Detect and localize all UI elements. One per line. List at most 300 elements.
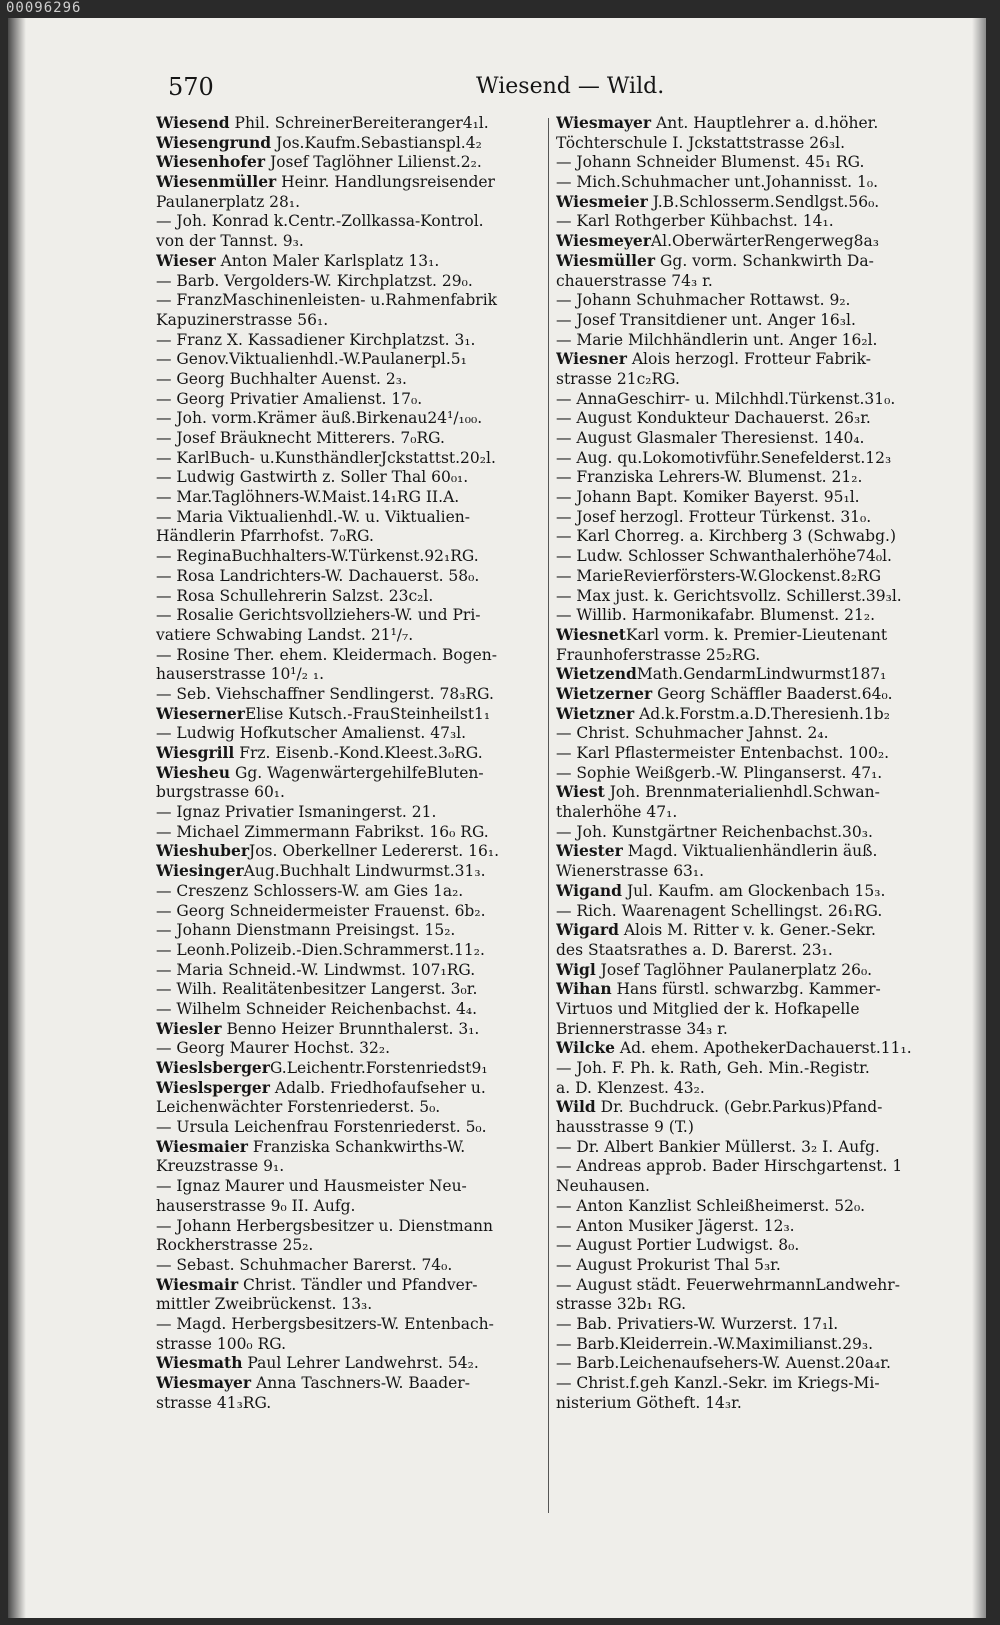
directory-entry-line bbox=[556, 1255, 932, 1275]
directory-entry-line bbox=[156, 211, 532, 231]
entry-text: — Christ.f.geh Kanzl.-Sekr. im Kriegs-Mi- bbox=[556, 1374, 880, 1392]
directory-entry-line bbox=[156, 645, 532, 665]
entry-text: — Aug. qu.Lokomotivführ.Senefelderst.12₃ bbox=[556, 448, 892, 467]
entry-text: Neuhausen. bbox=[556, 1177, 650, 1196]
entry-surname: Wiesmair bbox=[156, 1274, 239, 1294]
entry-text: Math.GendarmLindwurmst187₁ bbox=[636, 665, 887, 684]
running-head: Wiesend — Wild. bbox=[476, 74, 665, 99]
entry-text: Alois M. Ritter v. k. Gener.-Sekr. bbox=[618, 921, 876, 940]
entry-text: — Mar.Taglöhners-W.Maist.14₁RG II.A. bbox=[156, 488, 460, 507]
entry-text: chauerstrasse 74₃ r. bbox=[556, 271, 713, 290]
entry-surname: Wiesgrill bbox=[156, 743, 235, 762]
directory-entry-line bbox=[556, 940, 932, 960]
entry-text: Anna Taschners-W. Baader- bbox=[251, 1374, 470, 1392]
directory-entry-line bbox=[156, 251, 532, 271]
entry-text: Dr. Buchdruck. (Gebr.Parkus)Pfand- bbox=[595, 1098, 883, 1117]
directory-entry-line bbox=[156, 999, 532, 1019]
left-column bbox=[156, 113, 532, 1412]
entry-text: Kapuzinerstrasse 56₁. bbox=[156, 310, 329, 329]
directory-entry-line bbox=[156, 940, 532, 960]
directory-entry-line bbox=[556, 763, 932, 783]
directory-entry-line bbox=[556, 448, 932, 468]
entry-surname: Wiesmath bbox=[156, 1353, 243, 1373]
entry-text: Ad.k.Forstm.a.D.Theresienh.1b₂ bbox=[634, 704, 890, 723]
directory-entry-line bbox=[556, 1038, 932, 1058]
directory-entry-line bbox=[156, 467, 532, 487]
entry-surname: Wiesmaier bbox=[156, 1136, 248, 1156]
entry-text: mittler Zweibrückenst. 13₃. bbox=[156, 1295, 373, 1314]
entry-text: Josef Taglöhner Paulanerplatz 26₀. bbox=[595, 960, 873, 979]
directory-entry-line bbox=[156, 920, 532, 940]
entry-surname: Wiesengrund bbox=[156, 132, 272, 152]
directory-entry-line bbox=[556, 428, 932, 448]
directory-entry-line bbox=[156, 526, 532, 546]
directory-entry-line bbox=[156, 389, 532, 409]
directory-entry-line bbox=[156, 1137, 532, 1157]
directory-entry-line bbox=[156, 625, 532, 645]
entry-text: Leichenwächter Forstenriederst. 5₀. bbox=[156, 1098, 441, 1117]
entry-text: — Ursula Leichenfrau Forstenriederst. 5₀. bbox=[156, 1118, 487, 1137]
entry-text: Wienerstrasse 63₁. bbox=[556, 862, 705, 881]
directory-entry-line bbox=[556, 1117, 932, 1137]
directory-entry-line bbox=[156, 704, 532, 724]
directory-entry-line bbox=[156, 408, 532, 428]
entry-text: — Johann Herbergsbesitzer u. Dienstmann bbox=[156, 1216, 493, 1235]
entry-text: — Marie Milchhändlerin unt. Anger 16₂l. bbox=[556, 330, 878, 349]
entry-text: Christ. Tändler und Pfandver- bbox=[238, 1275, 478, 1294]
entry-text: — Barb.Leichenaufsehers-W. Auenst.20a₄r. bbox=[556, 1354, 891, 1373]
directory-entry-line bbox=[556, 861, 932, 881]
entry-surname: Wiesler bbox=[156, 1018, 222, 1038]
entry-text: — August städt. FeuerwehrmannLandwehr- bbox=[556, 1275, 900, 1294]
entry-surname: Wietzerner bbox=[556, 683, 653, 703]
directory-entry-line bbox=[156, 1393, 532, 1413]
entry-surname: Wieser bbox=[156, 250, 216, 270]
directory-entry-line bbox=[156, 684, 532, 704]
entry-surname: Wiesenmüller bbox=[156, 172, 277, 192]
page-right-edge bbox=[972, 18, 986, 1618]
entry-text: — Magd. Herbergsbesitzers-W. Entenbach- bbox=[156, 1314, 494, 1333]
entry-text: Josef Taglöhner Lilienst.2₂. bbox=[265, 153, 482, 172]
directory-entry-line bbox=[556, 467, 932, 487]
entry-text: — Joh. Kunstgärtner Reichenbachst.30₃. bbox=[556, 822, 873, 841]
entry-text: Benno Heizer Brunnthalerst. 3₁. bbox=[221, 1019, 480, 1038]
directory-entry-line bbox=[156, 763, 532, 783]
directory-entry-line bbox=[556, 1373, 932, 1393]
directory-entry-line bbox=[556, 310, 932, 330]
directory-entry-line bbox=[156, 290, 532, 310]
page-number: 570 bbox=[168, 73, 214, 101]
entry-text: Heinr. Handlungsreisender bbox=[276, 173, 495, 192]
entry-text: — Wilh. Realitätenbesitzer Langerst. 3₀r. bbox=[156, 980, 478, 999]
directory-entry-line bbox=[156, 152, 532, 172]
directory-entry-line bbox=[556, 782, 932, 802]
directory-entry-line bbox=[156, 586, 532, 606]
entry-text: — FranzMaschinenleisten- u.Rahmenfabrik bbox=[156, 291, 498, 310]
entry-text: — Franz X. Kassadiener Kirchplatzst. 3₁. bbox=[156, 330, 476, 349]
entry-text: — Georg Schneidermeister Frauenst. 6b₂. bbox=[156, 901, 486, 920]
scan-id: 00096296 bbox=[6, 0, 82, 16]
entry-text: — August Prokurist Thal 5₃r. bbox=[556, 1255, 781, 1274]
entry-text: — Karl Chorreg. a. Kirchberg 3 (Schwabg.) bbox=[556, 527, 896, 546]
directory-entry-line bbox=[156, 1255, 532, 1275]
entry-text: hauserstrasse 9₀ II. Aufg. bbox=[156, 1196, 356, 1215]
directory-entry-line bbox=[556, 625, 932, 645]
entry-text: — Max just. k. Gerichtsvollz. Schillerst.39₃l. bbox=[556, 586, 902, 605]
directory-entry-line bbox=[556, 133, 932, 153]
entry-text: — Andreas approb. Bader Hirschgartenst. 1 bbox=[556, 1157, 903, 1176]
directory-entry-line bbox=[156, 1373, 532, 1393]
entry-text: — Bab. Privatiers-W. Wurzerst. 17₁l. bbox=[556, 1314, 839, 1333]
entry-text: Georg Schäffler Baaderst.64₀. bbox=[652, 684, 893, 703]
directory-entry-line bbox=[556, 822, 932, 842]
entry-text: Phil. SchreinerBereiteranger4₁l. bbox=[229, 114, 489, 132]
entry-text: Hans fürstl. schwarzbg. Kammer- bbox=[611, 980, 881, 999]
directory-entry-line bbox=[156, 605, 532, 625]
directory-entry-line bbox=[556, 1058, 932, 1078]
entry-text: Adalb. Friedhofaufseher u. bbox=[269, 1078, 486, 1097]
entry-surname: Wiesenhofer bbox=[156, 152, 266, 172]
directory-entry-line bbox=[156, 507, 532, 527]
entry-text: Kreuzstrasse 9₁. bbox=[156, 1157, 285, 1176]
entry-text: Al.OberwärterRengerweg8a₃ bbox=[650, 232, 879, 251]
directory-entry-line bbox=[556, 1216, 932, 1236]
directory-entry-line bbox=[156, 231, 532, 251]
directory-entry-line bbox=[556, 960, 932, 980]
directory-entry-line bbox=[156, 330, 532, 350]
directory-entry-line bbox=[156, 428, 532, 448]
entry-text: — AnnaGeschirr- u. Milchhdl.Türkenst.31₀. bbox=[556, 389, 896, 408]
entry-surname: Wiesmayer bbox=[556, 113, 652, 132]
directory-entry-line bbox=[156, 546, 532, 566]
directory-entry-line bbox=[556, 743, 932, 763]
directory-entry-line bbox=[556, 408, 932, 428]
entry-text: G.Leichentr.Forstenriedst9₁ bbox=[269, 1059, 488, 1077]
entry-text: — Josef Bräuknecht Mitterers. 7₀RG. bbox=[156, 429, 445, 447]
directory-entry-line bbox=[156, 566, 532, 586]
directory-entry-line bbox=[156, 192, 532, 212]
entry-text: Paul Lehrer Landwehrst. 54₂. bbox=[242, 1354, 479, 1373]
entry-surname: Wigl bbox=[556, 959, 596, 979]
entry-text: — Anton Kanzlist Schleißheimerst. 52₀. bbox=[556, 1196, 866, 1215]
entry-text: — Maria Viktualienhdl.-W. u. Viktualien- bbox=[156, 507, 470, 526]
directory-entry-line bbox=[556, 231, 932, 251]
entry-text: Karl vorm. k. Premier-Lieutenant bbox=[625, 625, 888, 644]
directory-entry-line bbox=[156, 1117, 532, 1137]
directory-entry-line bbox=[156, 1058, 532, 1078]
entry-text: — Dr. Albert Bankier Müllerst. 3₂ I. Aufg. bbox=[556, 1137, 880, 1156]
entry-text: hauserstrasse 10¹/₂ ₁. bbox=[156, 665, 325, 684]
entry-text: J.B.Schlosserm.Sendlgst.56₀. bbox=[647, 192, 880, 211]
directory-entry-line bbox=[556, 211, 932, 231]
entry-text: — Josef Transitdiener unt. Anger 16₃l. bbox=[556, 310, 856, 329]
directory-entry-line bbox=[556, 113, 932, 133]
directory-entry-line bbox=[556, 1176, 932, 1196]
directory-entry-line bbox=[156, 723, 532, 743]
entry-surname: Wiesner bbox=[556, 349, 627, 369]
directory-entry-line bbox=[556, 664, 932, 684]
entry-text: — Wilhelm Schneider Reichenbachst. 4₄. bbox=[156, 999, 478, 1018]
entry-text: Magd. Viktualienhändlerin äuß. bbox=[622, 842, 878, 861]
directory-entry-line bbox=[556, 546, 932, 566]
directory-entry-line bbox=[556, 526, 932, 546]
entry-text: — Sebast. Schuhmacher Barerst. 74₀. bbox=[156, 1255, 453, 1274]
directory-entry-line bbox=[556, 1275, 932, 1295]
entry-text: — MarieRevierförsters-W.Glockenst.8₂RG bbox=[556, 566, 882, 585]
entry-text: — Barb.Kleiderrein.-W.Maximilianst.29₃. bbox=[556, 1334, 874, 1353]
directory-entry-line bbox=[156, 1235, 532, 1255]
directory-entry-line bbox=[156, 1019, 532, 1039]
directory-entry-line bbox=[556, 1314, 932, 1334]
entry-surname: Wigand bbox=[556, 880, 623, 900]
entry-text: Töchterschule I. Jckstattstrasse 26₃l. bbox=[556, 133, 846, 152]
entry-surname: Wietzner bbox=[556, 703, 635, 723]
entry-text: — Leonh.Polizeib.-Dien.Schrammerst.11₂. bbox=[156, 940, 485, 959]
directory-entry-line bbox=[556, 330, 932, 350]
entry-text: — August Glasmaler Theresienst. 140₄. bbox=[556, 429, 865, 447]
entry-text: — Mich.Schuhmacher unt.Johannisst. 1₀. bbox=[556, 173, 879, 192]
directory-entry-line bbox=[156, 743, 532, 763]
entry-text: Frz. Eisenb.-Kond.Kleest.3₀RG. bbox=[234, 744, 483, 762]
directory-entry-line bbox=[156, 901, 532, 921]
entry-text: Aug.Buchhalt Lindwurmst.31₃. bbox=[243, 862, 486, 881]
entry-surname: Wihan bbox=[556, 979, 612, 999]
entry-text: — Rosine Ther. ehem. Kleidermach. Bogen- bbox=[156, 645, 498, 664]
directory-entry-line bbox=[156, 1353, 532, 1373]
directory-entry-line bbox=[556, 841, 932, 861]
entry-text: — Joh. F. Ph. k. Rath, Geh. Min.-Registr. bbox=[556, 1059, 870, 1077]
directory-entry-line bbox=[156, 782, 532, 802]
directory-entry-line bbox=[156, 861, 532, 881]
directory-entry-line bbox=[156, 1097, 532, 1117]
entry-text: Händlerin Pfarrhofst. 7₀RG. bbox=[156, 527, 374, 546]
entry-surname: Wieshuber bbox=[156, 841, 250, 861]
entry-text: — Johann Schneider Blumenst. 45₁ RG. bbox=[556, 153, 865, 172]
entry-text: — Seb. Viehschaffner Sendlingerst. 78₃RG. bbox=[156, 684, 494, 703]
entry-surname: Wiesmeyer bbox=[556, 231, 651, 251]
directory-entry-line bbox=[556, 507, 932, 527]
entry-surname: Wieserner bbox=[156, 703, 245, 723]
directory-entry-line bbox=[556, 586, 932, 606]
entry-surname: Wietzend bbox=[556, 664, 637, 684]
directory-entry-line bbox=[156, 822, 532, 842]
directory-entry-line bbox=[156, 1078, 532, 1098]
directory-entry-line bbox=[556, 192, 932, 212]
entry-text: — Willib. Harmonikafabr. Blumenst. 21₂. bbox=[556, 606, 876, 625]
entry-text: hausstrasse 9 (T.) bbox=[556, 1118, 694, 1137]
directory-entry-line bbox=[156, 1196, 532, 1216]
entry-text: Alois herzogl. Frotteur Fabrik- bbox=[626, 350, 872, 369]
directory-entry-line bbox=[556, 152, 932, 172]
entry-text: — Karl Rothgerber Kühbachst. 14₁. bbox=[556, 212, 834, 231]
entry-text: Ad. ehem. ApothekerDachauerst.11₁. bbox=[614, 1039, 912, 1058]
directory-entry-line bbox=[556, 1078, 932, 1098]
directory-entry-line bbox=[556, 979, 932, 999]
entry-text: — Joh. Konrad k.Centr.-Zollkassa-Kontrol. bbox=[156, 212, 484, 231]
entry-text: Jos.Kaufm.Sebastianspl.4₂ bbox=[271, 133, 482, 152]
entry-text: — Maria Schneid.-W. Lindwmst. 107₁RG. bbox=[156, 960, 476, 979]
entry-text: vatiere Schwabing Landst. 21¹/₇. bbox=[156, 625, 414, 644]
directory-entry-line bbox=[556, 389, 932, 409]
entry-surname: Wieslsperger bbox=[156, 1077, 270, 1097]
entry-text: thalerhöhe 47₁. bbox=[556, 803, 678, 822]
directory-entry-line bbox=[556, 645, 932, 665]
entry-text: Gg. vorm. Schankwirth Da- bbox=[655, 251, 874, 270]
entry-text: — Georg Privatier Amalienst. 17₀. bbox=[156, 389, 423, 408]
entry-text: — Michael Zimmermann Fabrikst. 16₀ RG. bbox=[156, 822, 489, 841]
directory-entry-line bbox=[156, 1314, 532, 1334]
entry-text: strasse 21c₂RG. bbox=[556, 369, 680, 388]
directory-entry-line bbox=[556, 1353, 932, 1373]
directory-entry-line bbox=[556, 704, 932, 724]
entry-text: — Karl Pflastermeister Entenbachst. 100₂. bbox=[556, 744, 890, 762]
directory-entry-line bbox=[556, 901, 932, 921]
entry-surname: Wiesmayer bbox=[156, 1373, 252, 1392]
directory-entry-line bbox=[156, 271, 532, 291]
directory-entry-line bbox=[156, 113, 532, 133]
entry-text: Jos. Oberkellner Ledererst. 16₁. bbox=[249, 842, 500, 861]
directory-entry-line bbox=[156, 979, 532, 999]
entry-text: — ReginaBuchhalters-W.Türkenst.92₁RG. bbox=[156, 547, 479, 566]
entry-text: — Sophie Weißgerb.-W. Plinganserst. 47₁. bbox=[556, 763, 883, 782]
directory-entry-line bbox=[156, 1176, 532, 1196]
directory-entry-line bbox=[556, 1019, 932, 1039]
entry-text: a. D. Klenzest. 43₂. bbox=[556, 1078, 705, 1097]
entry-text: — Josef herzogl. Frotteur Türkenst. 31₀. bbox=[556, 507, 872, 526]
entry-surname: Wiesnet bbox=[556, 624, 626, 644]
entry-text: strasse 100₀ RG. bbox=[156, 1334, 286, 1353]
directory-entry-line bbox=[556, 251, 932, 271]
directory-entry-line bbox=[556, 290, 932, 310]
directory-entry-line bbox=[156, 1275, 532, 1295]
directory-entry-line bbox=[156, 1216, 532, 1236]
directory-page bbox=[8, 18, 986, 1618]
entry-text: — Rosalie Gerichtsvollziehers-W. und Pri- bbox=[156, 606, 481, 625]
directory-entry-line bbox=[156, 1294, 532, 1314]
entry-text: — Georg Maurer Hochst. 32₂. bbox=[156, 1039, 390, 1058]
entry-text: Jul. Kaufm. am Glockenbach 15₃. bbox=[622, 881, 886, 900]
directory-entry-line bbox=[556, 1235, 932, 1255]
entry-surname: Wiesinger bbox=[156, 861, 244, 881]
directory-entry-line bbox=[556, 1334, 932, 1354]
directory-entry-line bbox=[156, 349, 532, 369]
directory-entry-line bbox=[556, 684, 932, 704]
right-column bbox=[556, 113, 932, 1412]
directory-entry-line bbox=[556, 920, 932, 940]
entry-text: strasse 41₃RG. bbox=[156, 1393, 272, 1412]
entry-text: Elise Kutsch.-FrauSteinheilst1₁ bbox=[244, 704, 491, 723]
entry-text: — Johann Bapt. Komiker Bayerst. 95₁l. bbox=[556, 488, 860, 507]
directory-entry-line bbox=[156, 1156, 532, 1176]
entry-text: Virtuos und Mitglied der k. Hofkapelle bbox=[556, 999, 860, 1018]
directory-entry-line bbox=[556, 1097, 932, 1117]
entry-surname: Wigard bbox=[556, 920, 619, 940]
entry-text: Ant. Hauptlehrer a. d.höher. bbox=[651, 114, 879, 132]
entry-text: — Christ. Schuhmacher Jahnst. 2₄. bbox=[556, 724, 829, 743]
entry-text: strasse 32b₁ RG. bbox=[556, 1295, 687, 1314]
entry-text: — Creszenz Schlossers-W. am Gies 1a₂. bbox=[156, 881, 464, 900]
entry-text: burgstrasse 60₁. bbox=[156, 783, 285, 802]
directory-entry-line bbox=[556, 999, 932, 1019]
directory-entry-line bbox=[156, 1334, 532, 1354]
entry-surname: Wiester bbox=[556, 841, 623, 861]
entry-text: Fraunhoferstrasse 25₂RG. bbox=[556, 645, 761, 664]
directory-entry-line bbox=[556, 881, 932, 901]
directory-entry-line bbox=[156, 487, 532, 507]
entry-text: — Barb. Vergolders-W. Kirchplatzst. 29₀. bbox=[156, 271, 473, 290]
page-edge-shadow bbox=[8, 18, 26, 1618]
entry-text: — August Kondukteur Dachauerst. 26₃r. bbox=[556, 409, 871, 428]
entry-surname: Wiest bbox=[556, 782, 605, 802]
directory-entry-line bbox=[156, 133, 532, 153]
directory-entry-line bbox=[556, 271, 932, 291]
entry-text: des Staatsrathes a. D. Barerst. 23₁. bbox=[556, 940, 833, 959]
entry-text: Franziska Schankwirths-W. bbox=[247, 1137, 466, 1156]
directory-entry-line bbox=[556, 1137, 932, 1157]
directory-entry-line bbox=[556, 566, 932, 586]
entry-surname: Wild bbox=[556, 1097, 596, 1117]
directory-entry-line bbox=[556, 605, 932, 625]
entry-surname: Wiesend bbox=[156, 113, 230, 132]
entry-text: Anton Maler Karlsplatz 13₁. bbox=[215, 251, 440, 270]
entry-text: Rockherstrasse 25₂. bbox=[156, 1236, 314, 1255]
entry-text: — Ignaz Maurer und Hausmeister Neu- bbox=[156, 1177, 467, 1196]
directory-entry-line bbox=[556, 1196, 932, 1216]
entry-text: Briennerstrasse 34₃ r. bbox=[556, 1019, 728, 1038]
directory-entry-line bbox=[556, 172, 932, 192]
entry-text: Paulanerplatz 28₁. bbox=[156, 192, 301, 211]
directory-entry-line bbox=[556, 349, 932, 369]
directory-entry-line bbox=[156, 881, 532, 901]
directory-entry-line bbox=[156, 802, 532, 822]
directory-entry-line bbox=[156, 310, 532, 330]
entry-text: — Rich. Waarenagent Schellingst. 26₁RG. bbox=[556, 901, 883, 920]
entry-text: — Franziska Lehrers-W. Blumenst. 21₂. bbox=[556, 468, 863, 487]
entry-text: — Rosa Schullehrerin Salzst. 23c₂l. bbox=[156, 586, 434, 605]
directory-entry-line bbox=[156, 172, 532, 192]
directory-entry-line bbox=[556, 487, 932, 507]
entry-text: — Ludwig Gastwirth z. Soller Thal 60₀₁. bbox=[156, 468, 469, 487]
directory-entry-line bbox=[556, 1156, 932, 1176]
directory-entry-line bbox=[556, 802, 932, 822]
directory-entry-line bbox=[556, 723, 932, 743]
directory-entry-line bbox=[156, 369, 532, 389]
entry-text: — Johann Dienstmann Preisingst. 15₂. bbox=[156, 921, 456, 940]
directory-entry-line bbox=[156, 664, 532, 684]
entry-text: — Ludwig Hofkutscher Amalienst. 47₃l. bbox=[156, 724, 467, 743]
entry-text: nisterium Götheft. 14₃r. bbox=[556, 1393, 742, 1412]
entry-surname: Wiesheu bbox=[156, 762, 231, 782]
entry-text: — August Portier Ludwigst. 8₀. bbox=[556, 1236, 800, 1255]
directory-entry-line bbox=[156, 1038, 532, 1058]
entry-text: — Genov.Viktualienhdl.-W.Paulanerpl.5₁ bbox=[156, 350, 467, 369]
column-divider bbox=[548, 118, 549, 1513]
entry-text: — Joh. vorm.Krämer äuß.Birkenau24¹/₁₀₀. bbox=[156, 409, 483, 428]
entry-text: — Anton Musiker Jägerst. 12₃. bbox=[556, 1216, 795, 1235]
entry-text: — Ludw. Schlosser Schwanthalerhöhe74₀l. bbox=[556, 547, 892, 566]
entry-text: — Johann Schuhmacher Rottawst. 9₂. bbox=[556, 291, 851, 310]
entry-text: — Ignaz Privatier Ismaningerst. 21. bbox=[156, 803, 437, 822]
directory-entry-line bbox=[156, 841, 532, 861]
entry-text: Gg. WagenwärtergehilfeBluten- bbox=[230, 763, 484, 782]
entry-text: — Georg Buchhalter Auenst. 2₃. bbox=[156, 369, 407, 388]
directory-entry-line bbox=[556, 1393, 932, 1413]
entry-text: — Rosa Landrichters-W. Dachauerst. 58₀. bbox=[156, 566, 480, 585]
entry-surname: Wiesmüller bbox=[556, 250, 656, 270]
entry-surname: Wiesmeier bbox=[556, 191, 648, 211]
directory-entry-line bbox=[156, 960, 532, 980]
directory-entry-line bbox=[556, 369, 932, 389]
